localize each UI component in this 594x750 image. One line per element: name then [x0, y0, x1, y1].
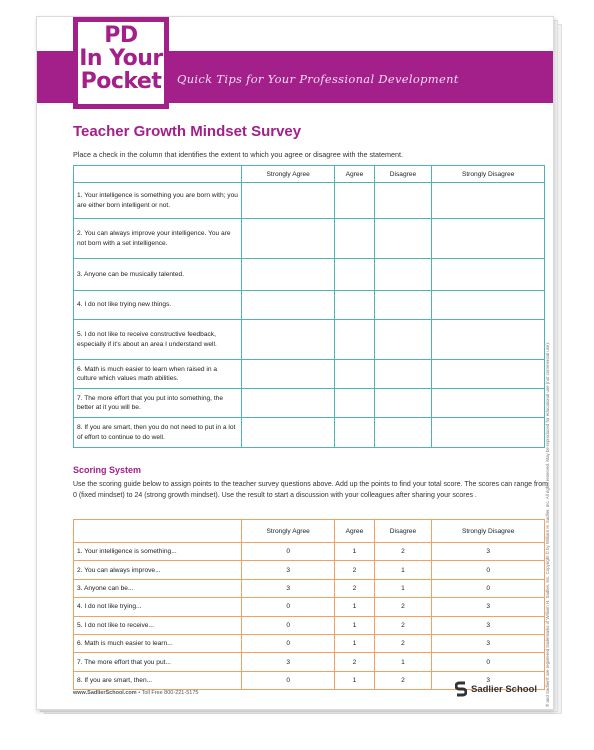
scoring-col-statement: [74, 520, 242, 543]
checkbox-cell[interactable]: [335, 320, 374, 360]
table-row: [74, 360, 545, 389]
checkbox-cell[interactable]: [432, 389, 545, 418]
scoring-col-strongly-agree: Strongly Agree: [242, 520, 335, 543]
checkbox-cell[interactable]: [335, 360, 374, 389]
scoring-col-agree: Agree: [335, 520, 374, 543]
checkbox-cell[interactable]: [242, 291, 335, 320]
checkbox-cell[interactable]: [335, 389, 374, 418]
score-value: 3: [432, 543, 545, 561]
score-value: 1: [335, 616, 374, 634]
scoring-label: 7. The more effort that you put...: [74, 653, 242, 671]
survey-col-strongly-disagree: Strongly Disagree: [432, 166, 545, 183]
footer-separator: •: [138, 690, 142, 696]
score-value: 0: [432, 561, 545, 579]
score-value: 1: [335, 543, 374, 561]
survey-col-strongly-agree: Strongly Agree: [242, 166, 335, 183]
table-row: [74, 259, 545, 291]
score-value: 3: [242, 561, 335, 579]
score-value: 1: [335, 598, 374, 616]
checkbox-cell[interactable]: [242, 183, 335, 219]
score-value: 2: [374, 616, 432, 634]
scoring-label: 8. If you are smart, then...: [74, 671, 242, 689]
footer-contact: [73, 690, 198, 696]
table-row: [74, 616, 545, 634]
page-title: Teacher Growth Mindset Survey: [73, 123, 302, 140]
survey-statement: 7. The more effort that you put into something, the better at it you will be.: [74, 389, 242, 418]
checkbox-cell[interactable]: [335, 418, 374, 448]
checkbox-cell[interactable]: [374, 291, 432, 320]
scoring-col-disagree: Disagree: [374, 520, 432, 543]
table-row: [74, 418, 545, 448]
survey-statement: 8. If you are smart, then you do not need to put in a lot of effort to continue to do well.: [74, 418, 242, 448]
sadlier-logo: [455, 681, 537, 697]
score-value: 1: [374, 561, 432, 579]
survey-statement: 3. Anyone can be musically talented.: [74, 259, 242, 291]
scoring-label: 5. I do not like to receive...: [74, 616, 242, 634]
worksheet-page: [36, 16, 554, 710]
pd-logo-text: [78, 24, 164, 93]
score-value: 1: [335, 634, 374, 652]
table-row: [74, 598, 545, 616]
checkbox-cell[interactable]: [432, 183, 545, 219]
score-value: 0: [242, 671, 335, 689]
checkbox-cell[interactable]: [432, 360, 545, 389]
table-row: [74, 653, 545, 671]
logo-line-3: Pocket: [80, 69, 162, 94]
score-value: 3: [242, 653, 335, 671]
checkbox-cell[interactable]: [432, 291, 545, 320]
checkbox-cell[interactable]: [335, 219, 374, 259]
survey-col-statement: [74, 166, 242, 183]
survey-statement: 6. Math is much easier to learn when raised in a culture which values math abilities.: [74, 360, 242, 389]
score-value: 3: [242, 579, 335, 597]
score-value: 3: [432, 671, 545, 689]
score-value: 0: [432, 653, 545, 671]
survey-statement: 5. I do not like to receive constructive feedback, especially if it's about an area I understand well.: [74, 320, 242, 360]
footer-phone: Toll Free 800-221-5175: [141, 690, 199, 696]
scoring-header-row: [74, 520, 545, 543]
checkbox-cell[interactable]: [374, 259, 432, 291]
checkbox-cell[interactable]: [374, 320, 432, 360]
score-value: 2: [374, 598, 432, 616]
checkbox-cell[interactable]: [335, 291, 374, 320]
score-value: 2: [374, 634, 432, 652]
score-value: 3: [432, 634, 545, 652]
checkbox-cell[interactable]: [242, 259, 335, 291]
table-row: [74, 291, 545, 320]
scoring-label: 6. Math is much easier to learn...: [74, 634, 242, 652]
checkbox-cell[interactable]: [335, 183, 374, 219]
table-row: [74, 320, 545, 360]
score-value: 1: [374, 653, 432, 671]
logo-line-1: PD: [104, 23, 138, 48]
survey-statement: 2. You can always improve your intelligence. You are not born with a set intelligence.: [74, 219, 242, 259]
table-row: [74, 634, 545, 652]
table-row: [74, 561, 545, 579]
scoring-table: [73, 519, 545, 690]
copyright-note: ® and Sadlier® are registered trademarks of William H. Sadlier, Inc. Copyright © by William H. Sadlier, Inc. All rights reserved. May be reproduced for educational use (not commercial use).: [545, 341, 550, 707]
scoring-col-strongly-disagree: Strongly Disagree: [432, 520, 545, 543]
checkbox-cell[interactable]: [242, 219, 335, 259]
score-value: 2: [335, 561, 374, 579]
scoring-label: 2. You can always improve...: [74, 561, 242, 579]
survey-statement: 4. I do not like trying new things.: [74, 291, 242, 320]
checkbox-cell[interactable]: [374, 389, 432, 418]
scoring-description: Use the scoring guide below to assign points to the teacher survey questions above. Add up the points to find your total score. The scores can range from 0 (fixed mindset) to 24 (strong growth mindset). Use the result to start a discussion with your colleagues after sharing your scores .: [73, 481, 548, 499]
scoring-label: 1. Your intelligence is something...: [74, 543, 242, 561]
table-row: [74, 183, 545, 219]
checkbox-cell[interactable]: [432, 219, 545, 259]
sadlier-brand-name: Sadlier School: [471, 683, 537, 695]
score-value: 2: [335, 579, 374, 597]
scoring-label: 3. Anyone can be...: [74, 579, 242, 597]
checkbox-cell[interactable]: [374, 219, 432, 259]
checkbox-cell[interactable]: [242, 320, 335, 360]
survey-col-agree: Agree: [335, 166, 374, 183]
sadlier-s-icon: [455, 681, 467, 697]
logo-line-2: In Your: [79, 46, 163, 71]
survey-statement: 1. Your intelligence is something you are born with; you are either born intelligent or not.: [74, 183, 242, 219]
table-row: [74, 389, 545, 418]
checkbox-cell[interactable]: [335, 259, 374, 291]
score-value: 3: [432, 598, 545, 616]
table-row: [74, 579, 545, 597]
score-value: 0: [432, 579, 545, 597]
score-value: 0: [242, 598, 335, 616]
scoring-title: Scoring System: [73, 465, 142, 475]
survey-instructions: Place a check in the column that identifies the extent to which you agree or disagree with the statement.: [73, 150, 404, 159]
checkbox-cell[interactable]: [242, 418, 335, 448]
scoring-label: 4. I do not like trying...: [74, 598, 242, 616]
header-tagline: Quick Tips for Your Professional Development: [177, 72, 459, 86]
score-value: 0: [242, 543, 335, 561]
survey-table: [73, 165, 545, 448]
checkbox-cell[interactable]: [374, 418, 432, 448]
table-row: [74, 543, 545, 561]
checkbox-cell[interactable]: [432, 418, 545, 448]
checkbox-cell[interactable]: [242, 389, 335, 418]
checkbox-cell[interactable]: [242, 360, 335, 389]
score-value: 1: [335, 671, 374, 689]
checkbox-cell[interactable]: [432, 259, 545, 291]
table-row: [74, 219, 545, 259]
footer-website[interactable]: www.SadlierSchool.com: [73, 690, 137, 696]
score-value: 0: [242, 634, 335, 652]
pd-logo: [73, 17, 169, 109]
checkbox-cell[interactable]: [374, 360, 432, 389]
score-value: 2: [374, 671, 432, 689]
score-value: 3: [432, 616, 545, 634]
survey-col-disagree: Disagree: [374, 166, 432, 183]
score-value: 2: [374, 543, 432, 561]
checkbox-cell[interactable]: [432, 320, 545, 360]
survey-header-row: [74, 166, 545, 183]
score-value: 0: [242, 616, 335, 634]
checkbox-cell[interactable]: [374, 183, 432, 219]
score-value: 2: [335, 653, 374, 671]
score-value: 1: [374, 579, 432, 597]
